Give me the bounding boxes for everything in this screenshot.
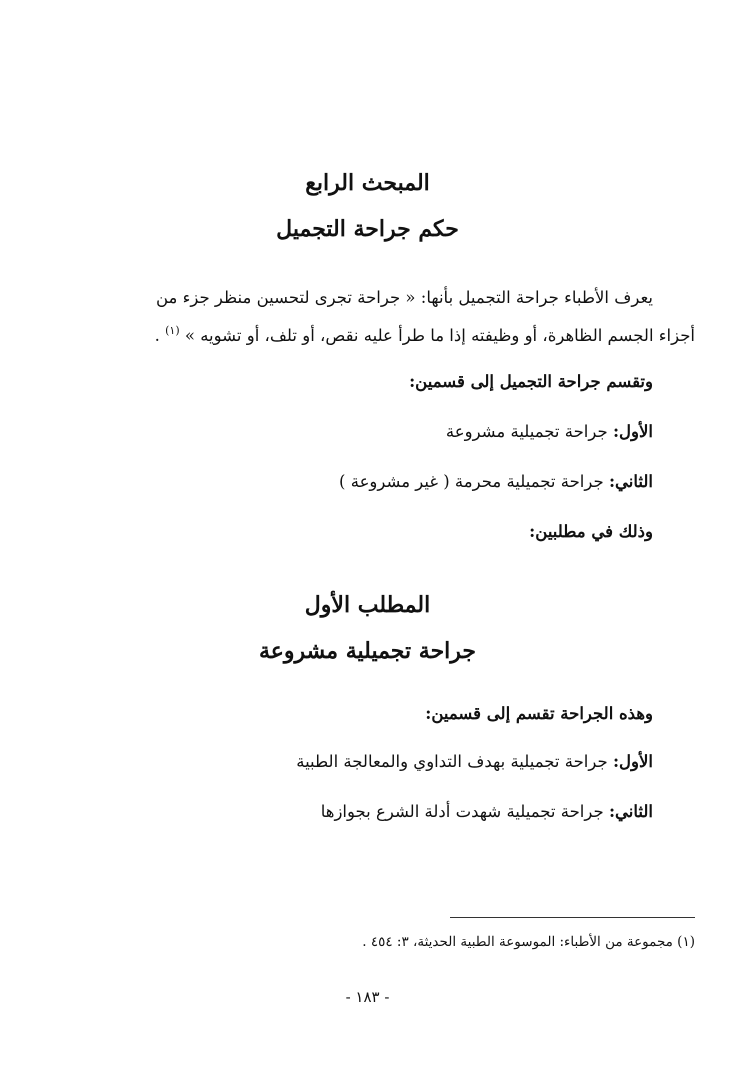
chapter-subtitle: حكم جراحة التجميل xyxy=(276,216,459,242)
page-number: - ١٨٣ - xyxy=(345,988,390,1006)
item-label: الثاني: xyxy=(608,802,653,821)
item-text: جراحة تجميلية بهدف التداوي والمعالجة الطبية xyxy=(296,752,608,771)
sub-division-heading: وهذه الجراحة تقسم إلى قسمين: xyxy=(425,704,653,723)
item-label: الأول: xyxy=(612,422,653,441)
footnote: (١) مجموعة من الأطباء: الموسوعة الطبية الحديثة، ٣: ٤٥٤ . xyxy=(362,934,695,950)
paragraph-line-2-text: أجزاء الجسم الظاهرة، أو وظيفته إذا ما طرأ عليه نقص، أو تلف، أو تشويه » xyxy=(184,326,695,345)
section-note: وذلك في مطلبين: xyxy=(529,522,653,541)
paragraph-line-2 xyxy=(155,326,695,345)
item-text: جراحة تجميلية محرمة ( غير مشروعة ) xyxy=(339,472,604,491)
subsection-title: المطلب الأول xyxy=(304,592,431,618)
footnote-divider xyxy=(450,917,695,918)
chapter-title: المبحث الرابع xyxy=(305,170,430,196)
paragraph-end: . xyxy=(154,326,160,345)
subsection-subtitle: جراحة تجميلية مشروعة xyxy=(258,638,477,664)
list-item xyxy=(339,472,653,491)
list-item xyxy=(321,802,653,821)
paragraph-line-1: يعرف الأطباء جراحة التجميل بأنها: « جراحة تجرى لتحسين منظر جزء من xyxy=(155,288,653,307)
footnote-reference: (١) xyxy=(165,324,180,337)
item-text: جراحة تجميلية مشروعة xyxy=(445,422,608,441)
division-heading: وتقسم جراحة التجميل إلى قسمين: xyxy=(409,372,653,391)
item-text: جراحة تجميلية شهدت أدلة الشرع بجوازها xyxy=(320,802,604,821)
item-label: الأول: xyxy=(612,752,653,771)
item-label: الثاني: xyxy=(608,472,653,491)
list-item xyxy=(296,752,653,771)
list-item xyxy=(446,422,653,441)
